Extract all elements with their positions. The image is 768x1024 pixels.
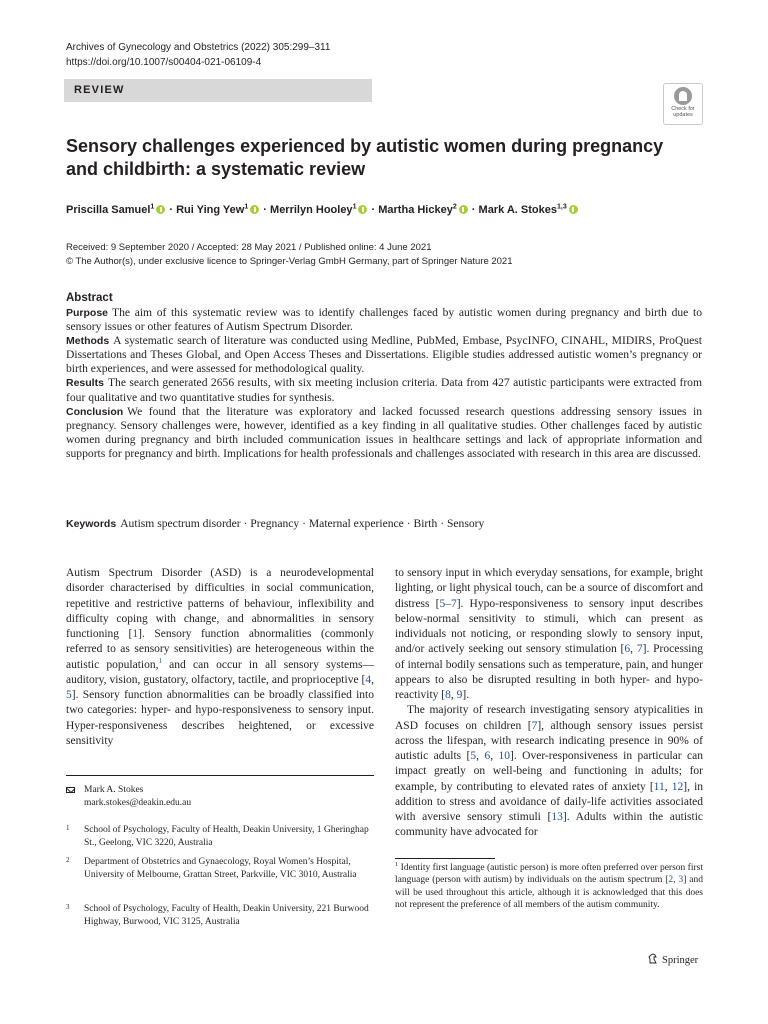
affiliation-item (66, 856, 374, 882)
citation-link[interactable]: 8 (445, 689, 451, 701)
citation-link[interactable]: 1 (132, 628, 139, 640)
author-list (66, 203, 706, 217)
citation-link[interactable]: 5 (66, 689, 72, 701)
methods-text: A systematic search of literature was conducted using Medline, PubMed, Embase, PsycINFO, CINAHL, MIDIRS, ProQuest Dissertations and Theses Global, and Open Access Theses and Dissertations. Eligible studies addressed autistic women’s pregnancy or birth experiences, and were assessed for methodological quality. (66, 334, 702, 376)
bookmark-icon (674, 87, 692, 105)
abstract-heading: Abstract (66, 292, 113, 304)
orcid-icon[interactable] (569, 205, 578, 214)
author-name[interactable]: Rui Ying Yew (176, 204, 245, 216)
citation-link[interactable]: 7 (531, 719, 538, 732)
affiliation-text: School of Psychology, Faculty of Health, Deakin University, 1 Gheringhap St., Geelong, VIC 3220, Australia (84, 825, 369, 848)
check-for-updates-badge[interactable] (663, 83, 703, 125)
author-name[interactable]: Merrilyn Hooley (270, 204, 353, 216)
citation-link[interactable]: 7 (636, 643, 643, 656)
citation-link[interactable]: 6 (624, 643, 631, 656)
body-text: and can occur in all sensory systems—auditory, vision, gustatory, olfactory, tactile, and proprioceptive [ (66, 658, 374, 686)
check-updates-line1: Check for (671, 106, 695, 112)
author-separator: · (166, 204, 177, 216)
conclusion-text: We found that the literature was exploratory and lacked focussed research questions addressing sensory issues in pregnancy. Sensory challenges were, however, identified as a key finding in all qualitative studies. Other challenges faced by autistic women during pregnancy and birth included communication issues in healthcare settings and lack of appropriate information and supports for pregnancy and birth. Implications for health professionals and challenges associated with research in this area are discussed. (66, 404, 702, 460)
body-paragraph (395, 703, 703, 840)
body-column-left (66, 566, 374, 749)
journal-citation: Archives of Gynecology and Obstetrics (2022) 305:299–311 (66, 42, 331, 53)
author-separator: · (368, 204, 379, 216)
author-name[interactable]: Mark A. Stokes (478, 204, 557, 216)
orcid-icon[interactable] (459, 205, 468, 214)
body-text: ]. Over-responsiveness in particular can impact greatly on well-being and functioning in adults; for example, by contributing to elevated rates of anxiety [ (395, 750, 703, 793)
footer-divider (66, 775, 374, 776)
received-accepted-published: Received: 9 September 2020 / Accepted: 28 May 2021 / Published online: 4 June 2021 (66, 242, 432, 253)
keywords-label: Keywords (66, 518, 117, 530)
author-affiliation-number: 1 (150, 203, 155, 211)
title-line-2: and childbirth: a systematic review (66, 159, 366, 179)
results-text: The search generated 2656 results, with six meeting inclusion criteria. Data from 427 autistic participants were extracted from four qualitative and two quantitative studies for synthesis. (66, 376, 702, 404)
publisher-logo (648, 953, 698, 968)
abstract-methods (66, 334, 702, 376)
author-affiliation-number: 1 (244, 203, 249, 211)
body-text: , (371, 673, 374, 686)
body-text: ]. Processing of internal bodily sensations such as temperature, pain, and hunger appears to also be disrupted resulting in both hyper- and hypo-reactivity [ (395, 643, 703, 701)
citation-link[interactable]: 9 (456, 689, 463, 701)
body-text: ]. Adults within the autistic community have advocated for (395, 811, 703, 839)
author-name[interactable]: Priscilla Samuel (66, 204, 151, 216)
affiliation-text: School of Psychology, Faculty of Health, Deakin University, 221 Burwood Highway, Burwood, VIC 3125, Australia (84, 904, 369, 927)
citation-link[interactable]: 10 (498, 750, 511, 762)
springer-horse-icon (648, 953, 658, 964)
purpose-label: Purpose (66, 307, 109, 319)
author-affiliation-number: 1 (352, 203, 357, 211)
body-text: ]. (462, 689, 470, 701)
citation-link[interactable]: 3 (678, 875, 684, 886)
body-text: ]. Hypo-responsiveness to sensory input describes below-normal sensitivity to stimuli, which can present as individuals not noticing, or responding slowly to sensory input, and/or actively seeking out sensory stimulation [ (395, 597, 703, 656)
abstract-purpose (66, 306, 702, 334)
footnote-marker[interactable]: 1 (158, 656, 162, 665)
purpose-text: The aim of this systematic review was to identify challenges faced by autistic women during pregnancy and birth due to sensory issues or other features of Autism Spectrum Disorder. (66, 306, 702, 334)
corresponding-author (66, 784, 374, 810)
citation-link[interactable]: 5 (470, 750, 477, 762)
body-text: , (490, 750, 499, 762)
author-separator: · (260, 204, 271, 216)
check-updates-line2: updates (673, 112, 693, 118)
doi-link[interactable]: https://doi.org/10.1007/s00404-021-06109-4 (66, 57, 262, 68)
footnote-text: Identity first language (autistic person) is more often preferred over person first language (person with autism) by individuals on the autism spectrum [ (395, 863, 703, 886)
body-text: ]. Sensory function abnormalities (commonly referred to as sensory sensitivities) are heterogeneous within the autistic population, (66, 628, 374, 671)
footnote-number: 1 (395, 860, 399, 868)
footnote-divider (395, 858, 495, 859)
abstract-conclusion (66, 405, 702, 461)
affiliation-item (66, 824, 374, 850)
orcid-icon[interactable] (358, 205, 367, 214)
copyright-line: © The Author(s), under exclusive licence to Springer-Verlag GmbH Germany, part of Springer Nature 2021 (66, 256, 513, 267)
keywords-line (66, 517, 706, 531)
author-affiliation-number: 2 (452, 203, 457, 211)
citation-link[interactable]: 13 (551, 811, 563, 823)
author-affiliation-number: 1,3 (557, 203, 567, 211)
body-text: , (476, 750, 485, 762)
affiliation-number: 1 (66, 824, 70, 832)
orcid-icon[interactable] (250, 205, 259, 214)
citation-link[interactable]: 5–7 (439, 597, 457, 610)
conclusion-label: Conclusion (66, 405, 124, 418)
body-text: , (450, 689, 457, 701)
methods-label: Methods (66, 335, 110, 348)
article-title (66, 135, 686, 181)
body-text: to sensory input in which everyday sensations, for example, bright lighting, or light physical touch, can be a source of discomfort and distress [ (395, 567, 703, 610)
body-text: The majority of research investigating sensory atypicalities in ASD focuses on children [ (395, 704, 703, 732)
section-label: REVIEW (64, 79, 372, 102)
keywords-text: Autism spectrum disorder · Pregnancy · Maternal experience · Birth · Sensory (120, 517, 485, 530)
affiliation-text: Department of Obstetrics and Gynaecology, Royal Women’s Hospital, University of Melbourne, Grattan Street, Parkville, VIC 3010, Australia (84, 857, 357, 880)
publication-dates (66, 241, 513, 269)
envelope-icon (66, 787, 75, 793)
affiliation-item (66, 903, 374, 929)
results-label: Results (66, 377, 104, 390)
affiliation-number: 2 (66, 856, 70, 864)
body-text: ], in addition to stress and avoidance of daily-life activities associated with aversive sensory stimuli [ (395, 780, 704, 823)
abstract-results (66, 376, 702, 404)
citation-link[interactable]: 11 (653, 780, 665, 793)
body-text: Autism Spectrum Disorder (ASD) is a neurodevelopmental disorder characterised by difficulties in social communication, repetitive and restrictive patterns of behaviour, inflexibility and difficulty coping with change, and abnormalities in sensory functioning [ (66, 567, 374, 640)
body-column-right (395, 566, 703, 841)
citation-link[interactable]: 6 (484, 750, 491, 762)
body-text: , (664, 780, 672, 793)
abstract-section (66, 291, 702, 461)
contact-email[interactable]: mark.stokes@deakin.edu.au (84, 798, 192, 808)
citation-link[interactable]: 12 (671, 780, 684, 793)
citation-link[interactable]: 4 (365, 673, 372, 686)
body-text: ]. Sensory function abnormalities can be broadly classified into two categories: hyper- and hypo-responsiveness to sensory input. Hyper-responsiveness describes heightened, or excessive sensitivity (66, 689, 374, 747)
body-text: , (630, 643, 637, 656)
affiliation-number: 3 (66, 903, 70, 911)
body-text: ], although sensory issues persist across the lifespan, with research indicating presence in 90% of autistic adults [ (395, 719, 703, 762)
journal-header (66, 40, 330, 70)
footnote-text: ] and will be used throughout this article, although it is acknowledged that this does not represent the preference of all members of the autism community. (395, 875, 704, 911)
footnote-text: , (673, 875, 679, 886)
publisher-name: Springer (662, 955, 699, 966)
footnote (395, 862, 703, 912)
title-line-1: Sensory challenges experienced by autistic women during pregnancy (66, 136, 664, 156)
author-separator: · (468, 204, 479, 216)
orcid-icon[interactable] (156, 205, 165, 214)
author-name[interactable]: Martha Hickey (378, 204, 453, 216)
citation-link[interactable]: 2 (668, 875, 674, 886)
contact-name: Mark A. Stokes (84, 785, 144, 795)
